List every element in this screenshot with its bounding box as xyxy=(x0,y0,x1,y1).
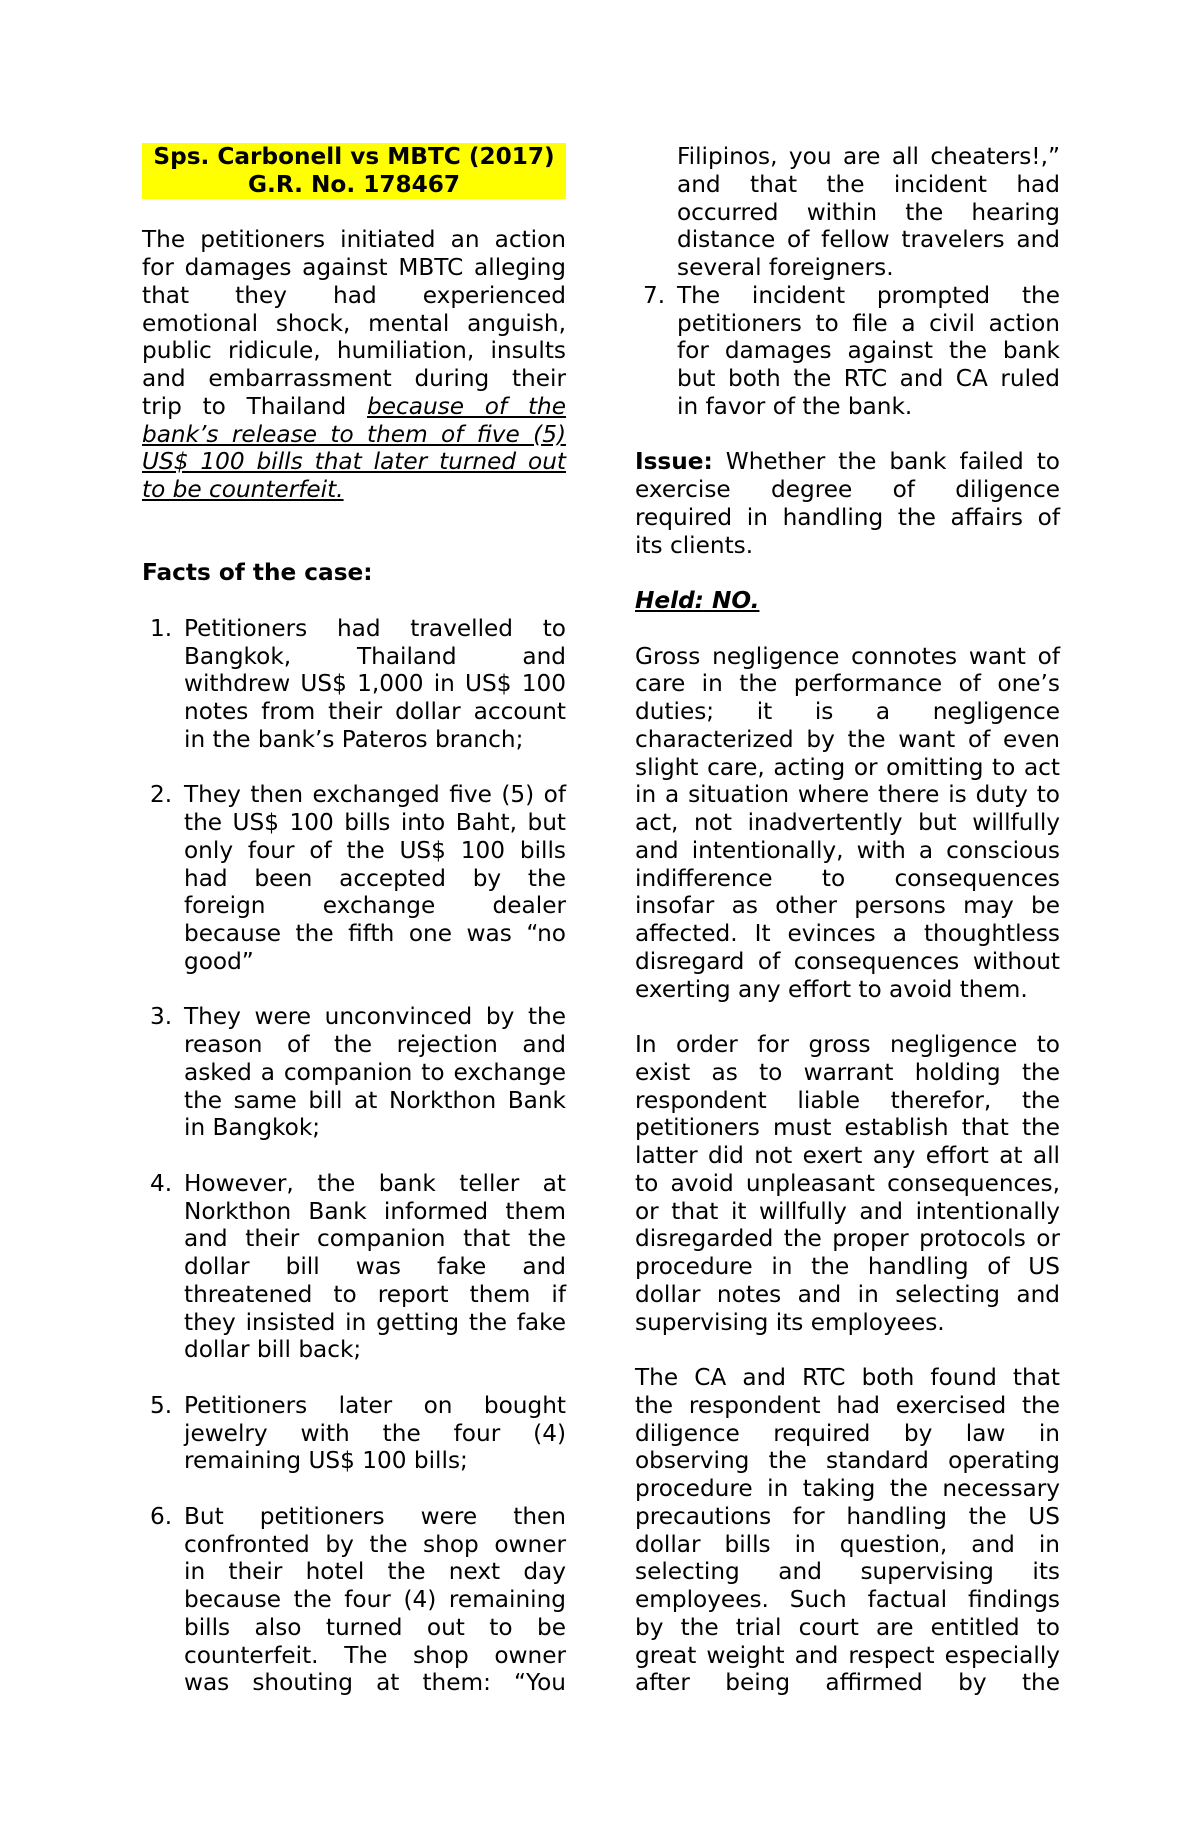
discussion-line: respondent liable therefor, the xyxy=(635,1086,1060,1114)
intro-line: emotional shock, mental anguish, xyxy=(142,309,566,337)
fact-item xyxy=(142,781,566,975)
discussion-line: precautions for handling the US xyxy=(635,1502,1060,1530)
fact-line: dollar bill was fake and xyxy=(184,1253,566,1281)
intro-text: trip to Thailand xyxy=(142,392,347,420)
fact-line: Norkthon Bank informed them xyxy=(184,1197,566,1225)
fact-line: petitioners to file a civil action xyxy=(677,309,1060,337)
fact-line: Petitioners had travelled to xyxy=(184,614,566,642)
fact-number: 3. xyxy=(150,1003,173,1031)
discussion-line: by the trial court are entitled to xyxy=(635,1613,1060,1641)
fact-line: had been accepted by the xyxy=(184,864,566,892)
fact-line: The incident prompted the xyxy=(677,281,1060,309)
fact-number: 5. xyxy=(150,1391,173,1419)
issue-line xyxy=(635,448,1060,476)
issue-paragraph xyxy=(635,448,1060,559)
discussion-line: after being affirmed by the xyxy=(635,1669,1060,1697)
fact-line: and their companion that the xyxy=(184,1225,566,1253)
fact-line: and that the incident had xyxy=(677,170,1060,198)
fact-number: 4. xyxy=(150,1169,173,1197)
left-column xyxy=(142,143,566,1697)
discussion-line: In order for gross negligence to xyxy=(635,1031,1060,1058)
held-ruling xyxy=(635,587,1060,615)
intro-line: public ridicule, humiliation, insults xyxy=(142,337,566,365)
case-title-box xyxy=(142,143,566,199)
fact-line: the same bill at Norkthon Bank xyxy=(184,1086,566,1114)
discussion-line: diligence required by law in xyxy=(635,1419,1060,1447)
discussion-line: in a situation where there is duty to xyxy=(635,781,1060,809)
intro-line xyxy=(142,393,566,421)
discussion-paragraph xyxy=(635,643,1060,1004)
held-value: NO. xyxy=(712,587,760,614)
issue-line: required in handling the affairs of xyxy=(635,503,1060,531)
discussion-line: exerting any effort to avoid them. xyxy=(635,975,1028,1003)
discussion-line: procedure in the handling of US xyxy=(635,1253,1060,1280)
fact-item xyxy=(142,1170,566,1364)
discussion-line: disregard of consequences without xyxy=(635,947,1060,975)
fact-line: bills also turned out to be xyxy=(184,1613,566,1641)
right-column xyxy=(635,143,1060,1697)
fact-line: threatened to report them if xyxy=(184,1280,566,1308)
facts-heading: Facts of the case: xyxy=(142,559,373,587)
fact-number: 1. xyxy=(150,614,173,642)
fact-line: occurred within the hearing xyxy=(677,198,1060,226)
fact-line: they insisted in getting the fake xyxy=(184,1308,566,1336)
fact-line: But petitioners were then xyxy=(184,1502,566,1530)
intro-emphasis: because of the xyxy=(367,392,566,420)
case-name: Sps. Carbonell vs MBTC (2017) xyxy=(153,143,555,170)
discussion-line: Gross negligence connotes want of xyxy=(635,642,1060,670)
fact-line: distance of fellow travelers and xyxy=(677,226,1060,254)
discussion-line: procedure in taking the necessary xyxy=(635,1475,1060,1502)
discussion-line: and intentionally, with a conscious xyxy=(635,836,1060,864)
discussion-line: characterized by the want of even xyxy=(635,725,1060,753)
discussion-line: slight care, acting or omitting to act xyxy=(635,753,1060,781)
discussion-line: insofar as other persons may be xyxy=(635,892,1060,920)
discussion-paragraph xyxy=(635,1031,1060,1336)
fact-line: They were unconvinced by the xyxy=(184,1003,566,1031)
discussion-line: to avoid unpleasant consequences, xyxy=(635,1169,1060,1197)
fact-item xyxy=(142,615,566,754)
intro-emphasis-line: US$ 100 bills that later turned out xyxy=(142,448,566,476)
fact-item xyxy=(142,1503,566,1697)
fact-number: 2. xyxy=(150,781,173,809)
fact-line: but both the RTC and CA ruled xyxy=(677,365,1060,392)
discussion-line: great weight and respect especially xyxy=(635,1641,1060,1669)
fact-line: Petitioners later on bought xyxy=(184,1391,566,1419)
fact-line: several foreigners. xyxy=(677,254,894,281)
discussion-line: The CA and RTC both found that xyxy=(635,1364,1060,1391)
discussion-line: disregarded the proper protocols or xyxy=(635,1225,1060,1253)
gr-number: G.R. No. 178467 xyxy=(247,170,461,198)
fact-line: in their hotel the next day xyxy=(184,1558,566,1586)
discussion-line: act, not inadvertently but willfully xyxy=(635,809,1060,836)
intro-line: that they had experienced xyxy=(142,281,566,309)
intro-paragraph xyxy=(142,226,566,504)
fact-line: was shouting at them: “You xyxy=(184,1669,566,1697)
fact-line: for damages against the bank xyxy=(677,337,1060,365)
intro-emphasis-line: to be counterfeit. xyxy=(142,476,344,503)
discussion-paragraph xyxy=(635,1364,1060,1697)
discussion-line: selecting and supervising its xyxy=(635,1558,1060,1586)
discussion-line: or that it willfully and intentionally xyxy=(635,1197,1060,1225)
fact-line: jewelry with the four (4) xyxy=(184,1419,566,1447)
discussion-line: exist as to warrant holding the xyxy=(635,1058,1060,1086)
intro-line: and embarrassment during their xyxy=(142,365,566,392)
fact-item xyxy=(142,1392,566,1475)
discussion-line: dollar bills in question, and in xyxy=(635,1530,1060,1558)
fact-line: the US$ 100 bills into Baht, but xyxy=(184,809,566,837)
issue-text: Whether the bank failed to xyxy=(725,448,1060,476)
discussion-line: care in the performance of one’s xyxy=(635,670,1060,698)
fact-line: They then exchanged five (5) of xyxy=(184,781,566,809)
fact-line: reason of the rejection and xyxy=(184,1031,566,1059)
discussion-line: affected. It evinces a thoughtless xyxy=(635,920,1060,947)
fact-item xyxy=(635,282,1060,421)
fact-line: withdrew US$ 1,000 in US$ 100 xyxy=(184,670,566,698)
fact-item xyxy=(142,1003,566,1142)
fact-line: because the fifth one was “no xyxy=(184,920,566,948)
intro-emphasis-line: bank’s release to them of five (5) xyxy=(142,420,566,448)
discussion-line: petitioners must establish that the xyxy=(635,1114,1060,1142)
intro-line: The petitioners initiated an action xyxy=(142,226,566,254)
fact-line: in Bangkok; xyxy=(184,1114,321,1142)
fact-line: Bangkok, Thailand and xyxy=(184,642,566,670)
fact-number: 6. xyxy=(150,1502,173,1530)
discussion-line: supervising its employees. xyxy=(635,1308,945,1336)
fact-line: in favor of the bank. xyxy=(677,392,913,420)
fact-line: because the four (4) remaining xyxy=(184,1586,566,1614)
discussion-line: indifference to consequences xyxy=(635,864,1060,892)
discussion-line: latter did not exert any effort at all xyxy=(635,1142,1060,1169)
fact-line: good” xyxy=(184,947,254,975)
fact-line: notes from their dollar account xyxy=(184,698,566,726)
issue-line: exercise degree of diligence xyxy=(635,476,1060,503)
fact-line: only four of the US$ 100 bills xyxy=(184,836,566,864)
discussion-line: dollar notes and in selecting and xyxy=(635,1280,1060,1308)
fact-line: asked a companion to exchange xyxy=(184,1058,566,1086)
fact-line: confronted by the shop owner xyxy=(184,1530,566,1558)
fact-line: remaining US$ 100 bills; xyxy=(184,1447,468,1475)
issue-line: its clients. xyxy=(635,531,754,559)
fact-number: 7. xyxy=(643,281,666,309)
fact-line: Filipinos, you are all cheaters!,” xyxy=(677,143,1060,170)
intro-line: for damages against MBTC alleging xyxy=(142,254,566,281)
fact-line: counterfeit. The shop owner xyxy=(184,1641,566,1669)
held-label: Held: xyxy=(635,587,704,614)
discussion-line: observing the standard operating xyxy=(635,1447,1060,1475)
discussion-line: the respondent had exercised the xyxy=(635,1391,1060,1419)
fact-line: dollar bill back; xyxy=(184,1336,362,1364)
discussion-line: duties; it is a negligence xyxy=(635,698,1060,725)
issue-label: Issue: xyxy=(635,448,713,476)
fact-line: However, the bank teller at xyxy=(184,1169,566,1197)
fact-item-continued xyxy=(635,143,1060,282)
fact-line: foreign exchange dealer xyxy=(184,892,566,920)
discussion-line: employees. Such factual findings xyxy=(635,1586,1060,1613)
fact-line: in the bank’s Pateros branch; xyxy=(184,725,524,753)
